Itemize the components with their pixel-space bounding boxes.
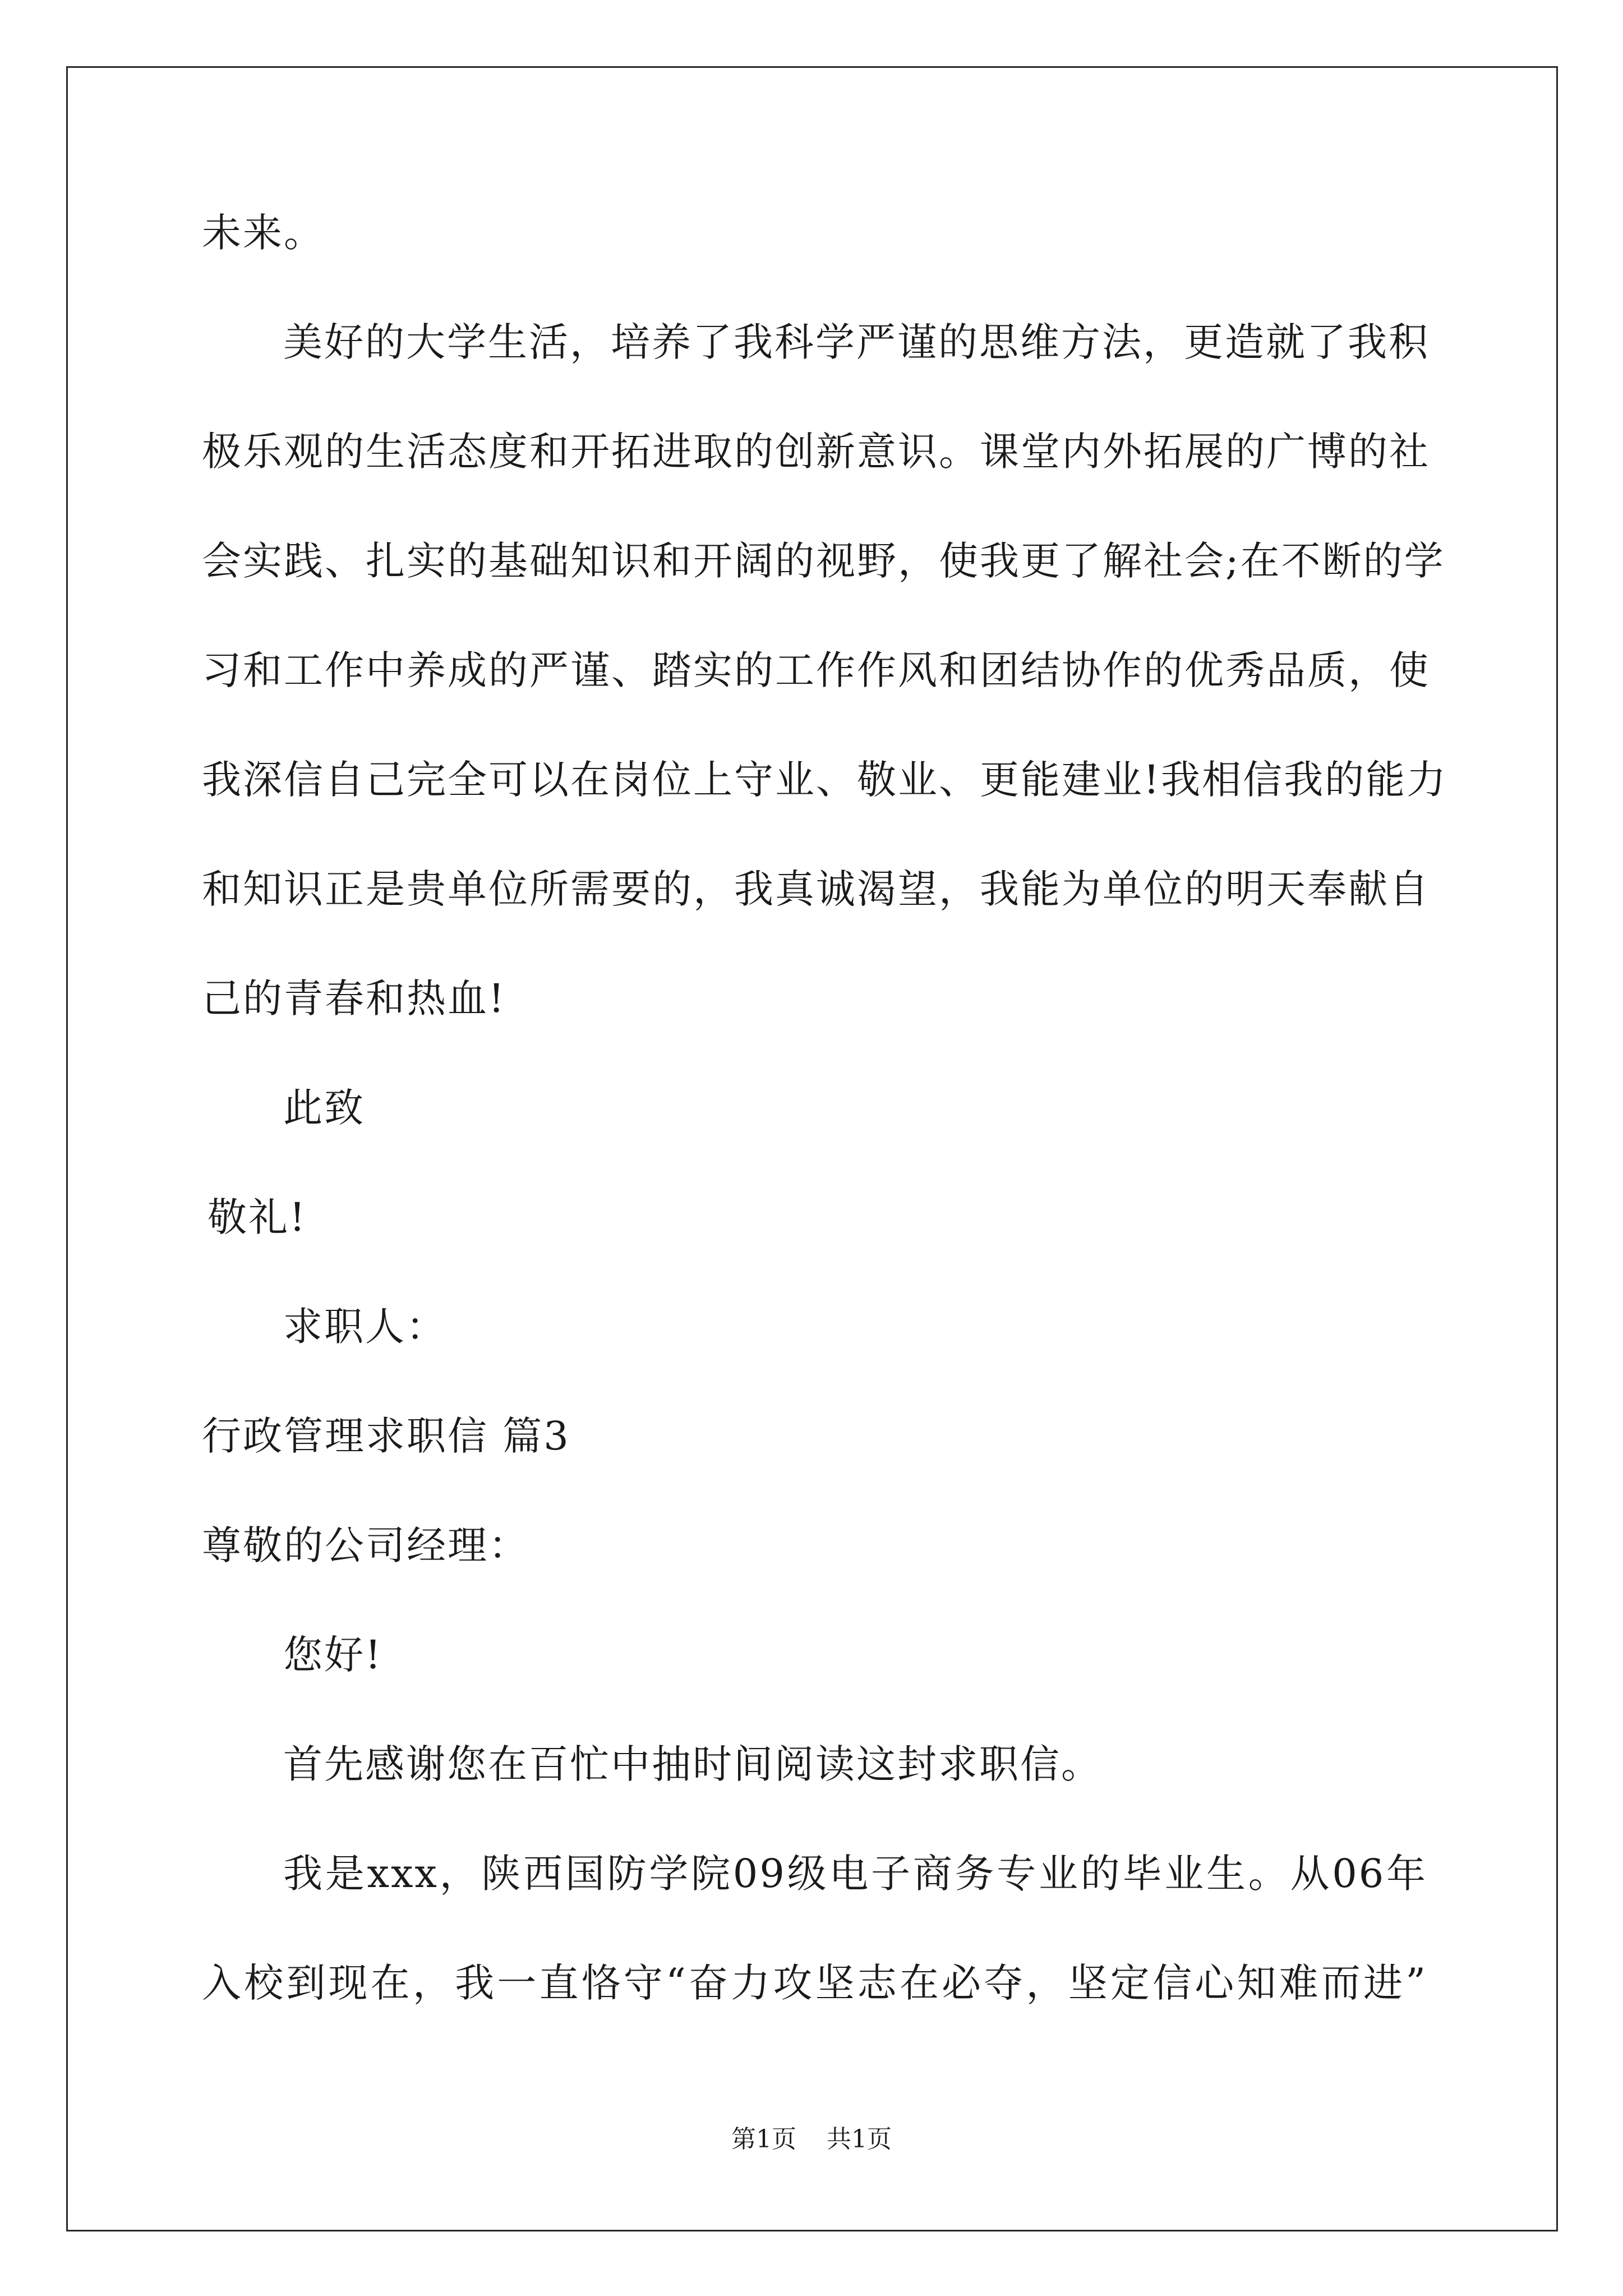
- paragraph-line: 首先感谢您在百忙中抽时间阅读这封求职信。: [283, 1741, 1102, 1787]
- page-footer: [0, 2124, 1623, 2155]
- letter-greeting: 尊敬的公司经理：: [202, 1522, 529, 1568]
- paragraph-line: 入校到现在，我一直恪守“奋力攻坚志在必夺，坚定信心知难而进”: [202, 1960, 1427, 2006]
- paragraph-line: 我深信自己完全可以在岗位上守业、敬业、更能建业!我相信我的能力: [202, 757, 1448, 803]
- paragraph-line: 习和工作中养成的严谨、踏实的工作作风和团结协作的优秀品质，使: [202, 647, 1430, 693]
- paragraph-line: 和知识正是贵单位所需要的，我真诚渴望，我能为单位的明天奉献自: [202, 866, 1430, 912]
- paragraph-line: 极乐观的生活态度和开拓进取的创新意识。课堂内外拓展的广博的社: [202, 429, 1430, 475]
- page-number: 第1页: [731, 2125, 796, 2154]
- paragraph-line: 己的青春和热血!: [202, 976, 506, 1022]
- text-line: 未来。: [202, 210, 325, 256]
- letter-hello: 您好!: [283, 1632, 383, 1678]
- closing-salutation: 此致: [283, 1085, 365, 1131]
- paragraph-line: 我是xxx，陕西国防学院09级电子商务专业的毕业生。从06年: [283, 1851, 1427, 1897]
- signature-label: 求职人：: [283, 1304, 447, 1350]
- page-border: [66, 66, 1558, 2231]
- paragraph-line: 美好的大学生活，培养了我科学严谨的思维方法，更造就了我积: [283, 319, 1430, 365]
- section-title: 行政管理求职信 篇3: [202, 1413, 570, 1459]
- paragraph-line: 会实践、扎实的基础知识和开阔的视野，使我更了解社会;在不断的学: [202, 538, 1445, 584]
- closing-regards: 敬礼!: [208, 1194, 307, 1240]
- page-total: 共1页: [827, 2125, 892, 2154]
